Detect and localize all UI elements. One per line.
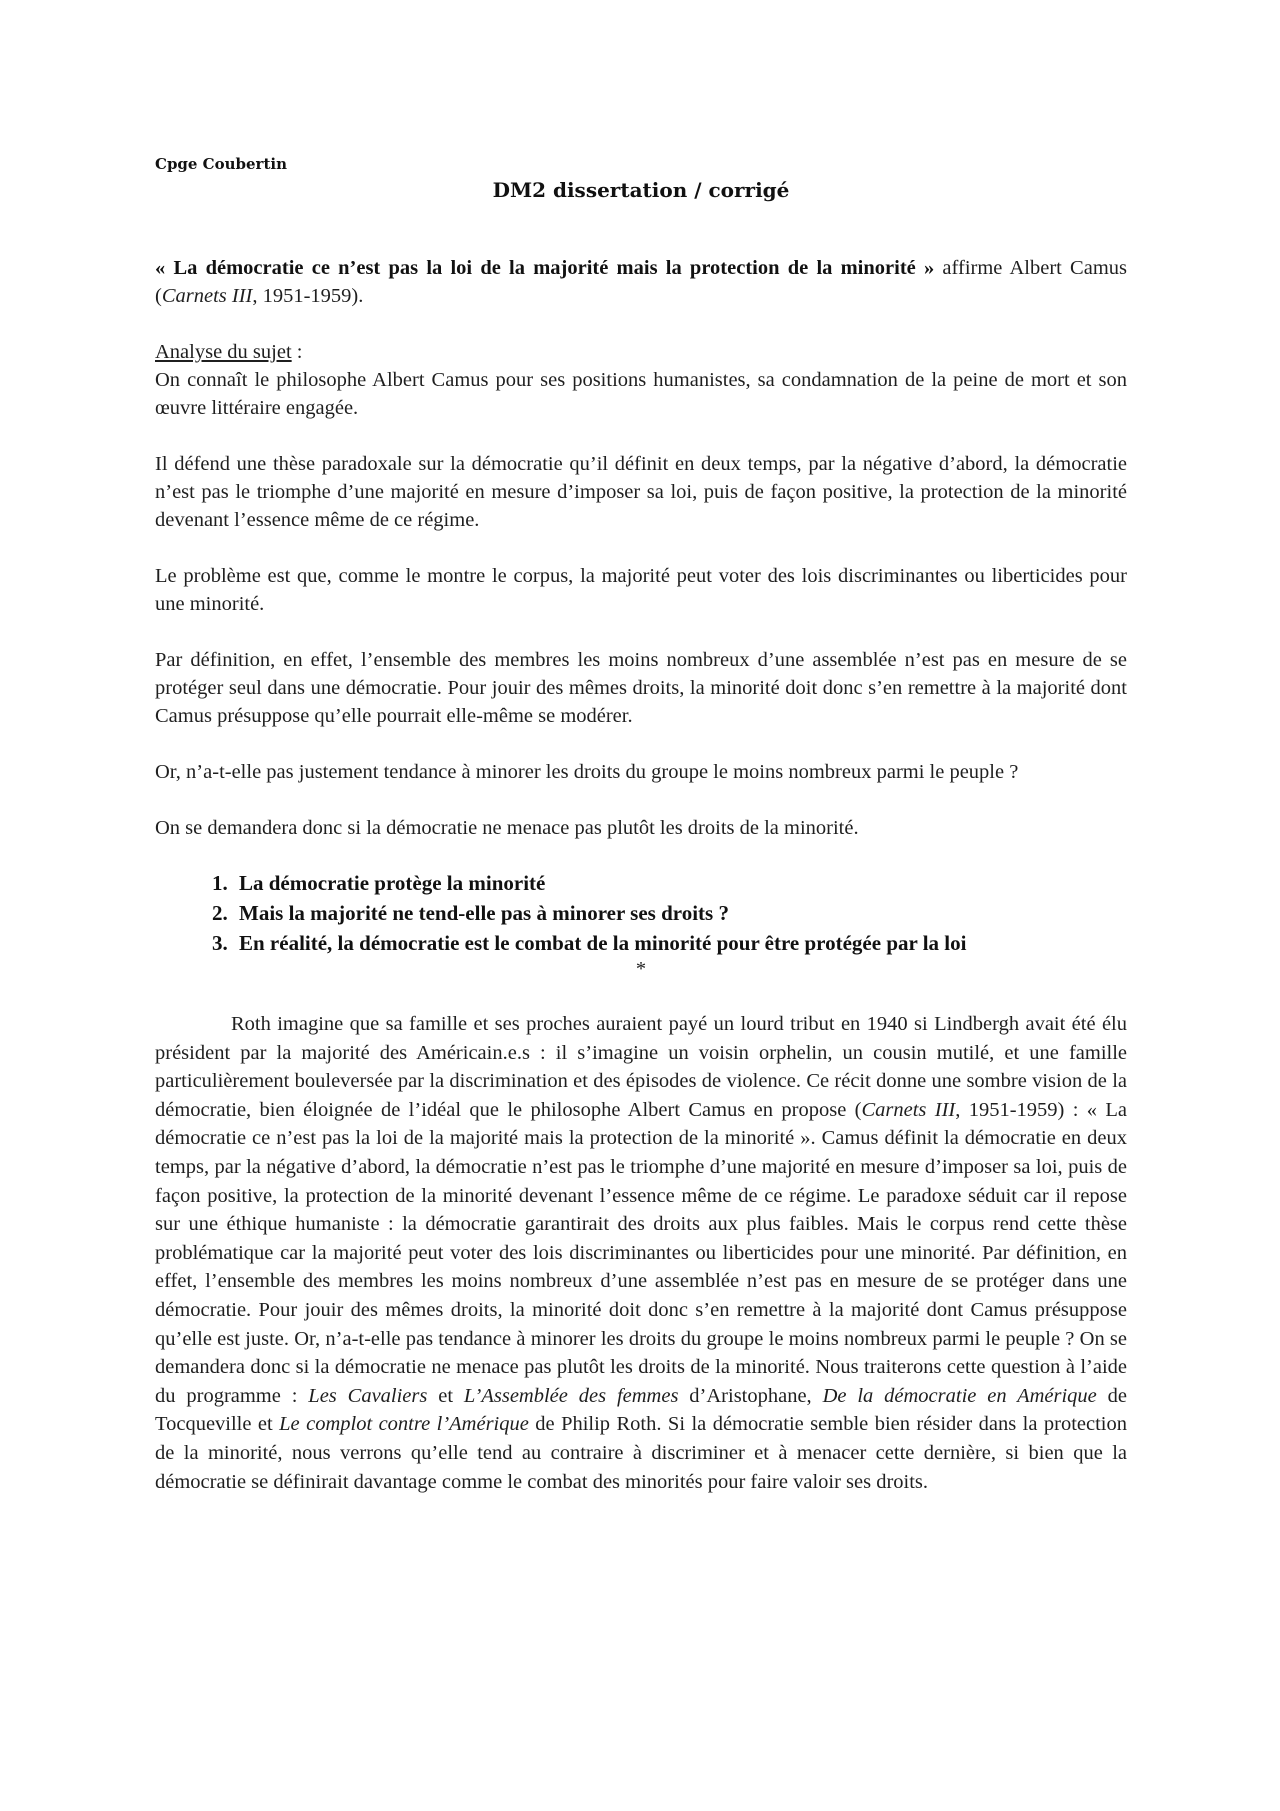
analysis-paragraph-1: On connaît le philosophe Albert Camus pour ses positions humanistes, sa condamnation de la peine de mort et son œuvre littéraire engagée. [155, 369, 1127, 419]
epigraph-end: , 1951-1959). [252, 285, 364, 307]
intro-work-title: Le complot contre l’Amérique [279, 1413, 529, 1436]
analysis-paragraph-6: On se demandera donc si la démocratie ne menace pas plutôt les droits de la minorité. [155, 817, 859, 839]
section-separator: * [635, 958, 647, 980]
analysis-heading-colon: : [291, 341, 303, 363]
epigraph [155, 254, 1127, 310]
epigraph-quote: « La démocratie ce n’est pas la loi de la majorité mais la protection de la minorité » [155, 257, 935, 279]
analysis-heading-text: Analyse du sujet [155, 341, 292, 363]
intro-work-title: Les Cavaliers [308, 1384, 428, 1407]
intro-text: d’Aristophane, [678, 1384, 823, 1407]
intro-text: Roth imagine que sa famille et ses proches auraient payé un lourd tribut en 1940 si Lindbergh avait été élu président par la majorité des Américain.e.s : il s’imagine un voisin orphelin, un cousin mutilé, et une famille particulièrement bouleversée par la discrimination et des épisodes de violence. Ce récit donne une sombre vision de la démocratie, bien éloignée de l’idéal que le philosophe Albert Camus en propose ( [155, 1013, 1127, 1121]
intro-text: de Tocqueville et [155, 1384, 1127, 1436]
intro-work-title: L’Assemblée des femmes [463, 1384, 679, 1407]
intro-work-title: De la démocratie en Amérique [822, 1384, 1097, 1407]
school-name: Cpge Coubertin [155, 155, 287, 173]
intro-text: , 1951-1959) : « La démocratie ce n’est pas la loi de la majorité mais la protection de la minorité ». Camus définit la démocratie en deux temps, par la négative d’abord, la démocratie n’est pas le triomphe d’une majorité en mesure d’imposer sa loi, puis de façon positive, la protection de la minorité devenant l’essence même de ce régime. Le paradoxe séduit car il repose sur une éthique humaniste : la démocratie garantirait des droits aux plus faibles. Mais le corpus rend cette thèse problématique car la majorité peut voter des lois discriminantes ou liberticides pour une minorité. Par définition, en effet, l’ensemble des membres les moins nombreux d’une assemblée n’est pas en mesure de se protéger dans une démocratie. Pour jouir des mêmes droits, la minorité doit donc s’en remettre à la majorité dont Camus présuppose qu’elle est juste. Or, n’a-t-elle pas tendance à minorer les droits du groupe le moins nombreux parmi le peuple ? On se demandera donc si la démocratie ne menace pas plutôt les droits de la minorité. Nous traiterons cette question à l’aide du programme : [155, 1098, 1127, 1407]
analysis-heading [155, 338, 1127, 366]
introduction-paragraph [155, 1010, 1127, 1496]
intro-text: et [427, 1384, 464, 1407]
analysis-paragraph-2: Il défend une thèse paradoxale sur la démocratie qu’il définit en deux temps, par la négative d’abord, la démocratie n’est pas le triomphe d’une majorité en mesure d’imposer sa loi, puis de façon positive, la protection de la minorité devenant l’essence même de ce régime. [155, 453, 1127, 531]
plan-item: 1. La démocratie protège la minorité [233, 868, 1127, 898]
document-title: DM2 dissertation / corrigé [492, 178, 790, 202]
plan-item: 3. En réalité, la démocratie est le combat de la minorité pour être protégée par la loi [233, 928, 1127, 958]
epigraph-work: Carnets III [161, 285, 253, 307]
plan-item: 2. Mais la majorité ne tend-elle pas à minorer ses droits ? [233, 898, 1127, 928]
analysis-paragraph-3: Le problème est que, comme le montre le corpus, la majorité peut voter des lois discriminantes ou liberticides pour une minorité. [155, 565, 1127, 615]
document-body [155, 150, 1127, 1496]
plan-list [155, 868, 1127, 958]
analysis-paragraph-5: Or, n’a-t-elle pas justement tendance à minorer les droits du groupe le moins nombreux parmi le peuple ? [155, 761, 1019, 783]
epigraph-attribution: affirme Albert Camus ( [155, 257, 1127, 307]
intro-text: de Philip Roth. Si la démocratie semble bien résider dans la protection de la minorité, nous verrons qu’elle tend au contraire à discriminer et à menacer cette dernière, si bien que la démocratie se définirait davantage comme le combat des minorités pour faire valoir ses droits. [155, 1413, 1127, 1493]
analysis-paragraph-4: Par définition, en effet, l’ensemble des membres les moins nombreux d’une assemblée n’est pas en mesure de se protéger seul dans une démocratie. Pour jouir des mêmes droits, la minorité doit donc s’en remettre à la majorité dont Camus présuppose qu’elle pourrait elle-même se modérer. [155, 649, 1127, 727]
intro-work-title: Carnets III [861, 1098, 956, 1121]
